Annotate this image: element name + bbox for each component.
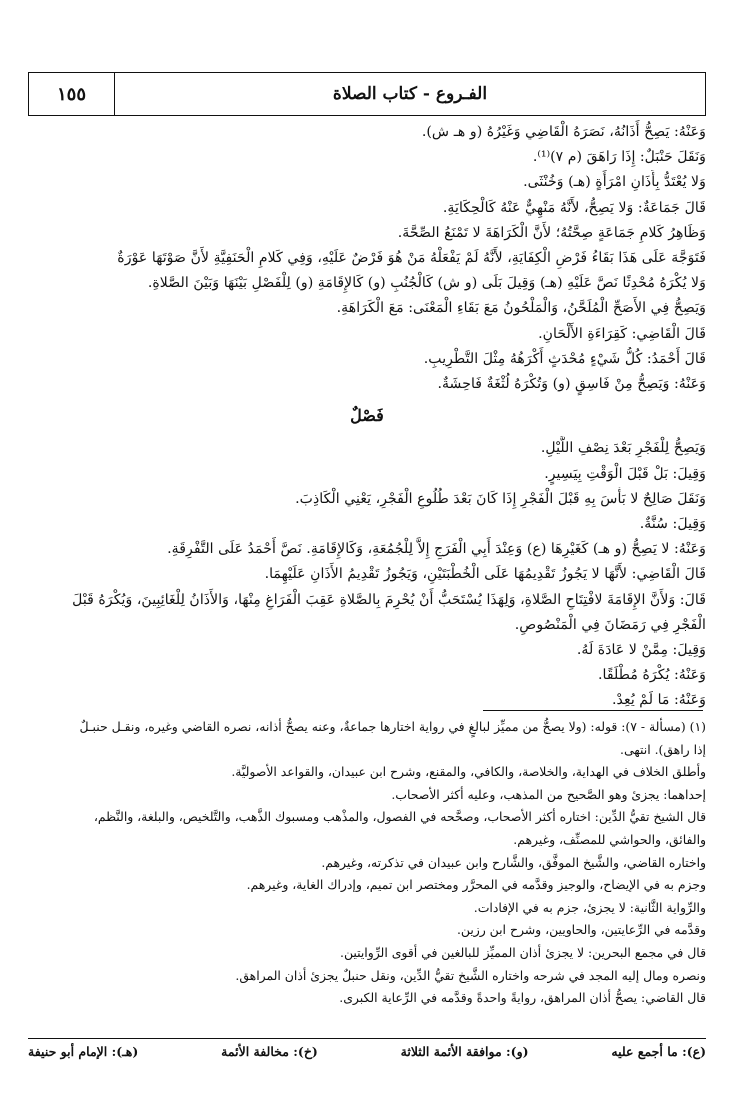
text-line: وَيَصِحُّ لِلْفَجْرِ بَعْدَ نِصْفِ اللَّيْلِ.: [540, 440, 706, 457]
footnote-line: والرِّواية الثَّانية: لا يجزئ، جزم به في الإفادات.: [473, 899, 706, 915]
main-text: [28, 120, 706, 714]
abbreviation-legend: [28, 1044, 706, 1066]
footnote-line: ونصره ومال إليه المجد في شرحه واختاره الشَّيخ تقيُّ الدِّين، ونقل حنبلٌ يجزئ أذان المراهق.: [235, 967, 706, 983]
footnote-line: قال في مجمع البحرين: لا يجزئ أذان المميِّز للبالغين في أقوى الرِّوايتين.: [340, 944, 706, 960]
text-line: وَلا يُكْرَهُ مُحْدِثًا نَصَّ عَلَيْهِ (هـ) وَقِيلَ بَلَى (و ش) كَالْجُنُبِ (و) كَالإِقَامَةِ (و) لِلْفَصْلِ بَيْنَهَا وَبَيْنَ الصَّلاةِ.: [147, 275, 706, 292]
footnote-separator: [483, 710, 703, 711]
footnote-line: واختاره القاضي، والشَّيخ الموفَّق، والشَّارح وابن عبيدان في تذكرته، وغيرهم.: [321, 854, 706, 870]
footnote-line: إحداهما: يجزئ وهو الصَّحيح من المذهب، وعليه أكثر الأصحاب.: [391, 786, 706, 802]
text-line: وَعَنْهُ: وَيَصِحُّ مِنْ فَاسِقٍ (و) وَتُكْرَهُ لُثْغَةٌ فَاحِشَةٌ.: [437, 376, 706, 393]
legend-separator: [28, 1038, 706, 1039]
text-line: وَنَقَلَ حَنْبَلٌ: إِذَا رَاهَقَ (م ٧)⁽¹⁾.: [532, 149, 706, 166]
footnote-line: وأطلق الخلاف في الهداية، والخلاصة، والكافي، والمقنع، وشرح ابن عبيدان، والقواعد الأصوليَّة.: [231, 764, 706, 780]
footnote-line: قال الشيخ تقيُّ الدِّين: اختاره أكثر الأصحاب، وصحَّحه في الفصول، والمذْهب ومسبوك الذَّهب، والتَّلخيص، والبلغة، والنَّظم،: [93, 809, 706, 825]
text-line: وَقِيلَ: مِمَّنْ لا عَادَةَ لَهُ.: [576, 642, 706, 659]
footnote-line: قال القاضي: يصحُّ أذان المراهق، روايةً واحدةً وقدَّمه في الرِّعاية الكبرى.: [339, 990, 706, 1006]
text-line: وَعَنْهُ: يُكْرَهُ مُطْلَقًا.: [598, 667, 706, 684]
text-line: قَالَ: وَلأَنَّ الإِقَامَةَ لافْتِتَاحِ الصَّلاةِ، وَلِهَذَا يُسْتَحَبُّ أَنْ يُحْرِمَ بِالصَّلاةِ عَقِبَ الْفَرَاغِ مِنْهَا، وَالأَذَانُ لِلْغَائِبِينَ، وَيُكْرَهُ قَبْلَ: [72, 591, 706, 608]
running-header: [28, 72, 706, 116]
text-line: قَالَ أَحْمَدُ: كُلُّ شَيْءٍ مُحْدَثٍ أَكْرَهُهُ مِثْلَ التَّطْرِيبِ.: [423, 350, 706, 367]
text-line: قَالَ جَمَاعَةٌ: وَلا يَصِحُّ، لأَنَّهُ مَنْهِيٌّ عَنْهُ كَالْحِكَايَةِ.: [442, 199, 706, 216]
text-line: وَعَنْهُ: مَا لَمْ يُعِدْ.: [612, 692, 706, 709]
text-line: الْفَجْرِ فِي رَمَضَانَ فِي الْمَنْصُوصِ.: [514, 616, 706, 633]
text-line: فَتَوَجَّهَ عَلَى هَذَا بَقَاءُ فَرْضِ الْكِفَايَةِ، لأَنَّهُ لَمْ يَفْعَلْهُ مَنْ هُوَ فَرْضٌ عَلَيْهِ، وَفِي كَلامِ الْحَنَفِيَّةِ لأَنَّ صَوْتَهَا عَوْرَةٌ: [117, 250, 706, 267]
text-line: وَظَاهِرُ كَلامِ جَمَاعَةٍ صِحَّتُهُ؛ لأَنَّ الْكَرَاهَةَ لا تَمْنَعُ الصِّحَّةَ.: [397, 224, 706, 241]
text-line: قَالَ الْقَاضِي: لأَنَّهَا لا يَجُوزُ تَقْدِيمُهَا عَلَى الْخُطْبَتَيْنِ، وَيَجُوزُ تَقْدِيمُ الأَذَانِ عَلَيْهِمَا.: [264, 566, 706, 583]
text-line: وَلا يُعْتَدُّ بِأَذَانِ امْرَأَةٍ (هـ) وَخُنْثَى.: [523, 174, 706, 191]
text-line: وَعَنْهُ: يَصِحُّ أَذَانُهُ، نَصَرَهُ الْقَاضِي وَغَيْرُهُ (و هـ ش).: [421, 124, 706, 140]
footnotes: [28, 716, 706, 1010]
legend-item: (خ): مخالفة الأئمة: [221, 1044, 318, 1059]
page-number: ١٥٥: [29, 73, 115, 115]
legend-item: (و): موافقة الأئمة الثلاثة: [400, 1044, 529, 1059]
text-line: وَقِيلَ: بَلْ قَبْلَ الْوَقْتِ بِيَسِيرٍ.: [544, 465, 706, 482]
header-title: الفـروع - كتاب الصلاة: [332, 84, 488, 104]
text-line: قَالَ الْقَاضِي: كَقِرَاءَةِ الأَلْحَانِ.: [538, 325, 706, 342]
text-line: وَنَقَلَ صَالِحٌ لا بَأْسَ بِهِ قَبْلَ الْفَجْرِ إِذَا كَانَ بَعْدَ طُلُوعِ الْفَجْرِ، يَعْنِي الْكَاذِبَ.: [295, 490, 706, 507]
legend-item: (هـ): الإمام أبو حنيفة: [28, 1044, 139, 1059]
footnote-line: إذا راهق). انتهى.: [620, 741, 706, 757]
footnote-line: وجزم به في الإيضاح، والوجيز وقدَّمه في المحرَّر ومختصر ابن تميم، وإدراك الغاية، وغيرهم.: [246, 877, 706, 893]
legend-item: (ع): ما أجمع عليه: [611, 1044, 706, 1059]
footnote-line: (١) (مسألة - ٧): قوله: (ولا يصحُّ من مميِّز لبالغٍ في رواية اختارها جماعةٌ، وعنه يصحُّ أذانه، نصره القاضي وغيره، ونقـل حنبـلٌ: [79, 719, 706, 734]
footnote-line: وقدَّمه في الرِّعايتين، والحاويين، وشرح ابن رزين.: [456, 922, 706, 938]
text-line: وَيَصِحُّ فِي الأَصَحِّ الْمُلَحَّنُ، وَالْمَلْحُونُ مَعَ بَقَاءِ الْمَعْنَى: مَعَ الْكَرَاهَةِ.: [336, 300, 706, 317]
text-line: وَقِيلَ: سُنَّةٌ.: [639, 516, 706, 533]
section-heading: فَصْلٌ: [350, 406, 384, 426]
footnote-line: والفائق، والحواشي للمصنِّف، وغيرهم.: [513, 831, 706, 847]
text-line: وَعَنْهُ: لا يَصِحُّ (و هـ) كَغَيْرِهَا (ع) وَعِنْدَ أَبِي الْفَرَجِ إِلاَّ لِلْجُمُعَةِ، وَكَالإِقَامَةِ. نَصَّ أَحْمَدُ عَلَى التَّفْرِقَةِ.: [167, 541, 706, 558]
